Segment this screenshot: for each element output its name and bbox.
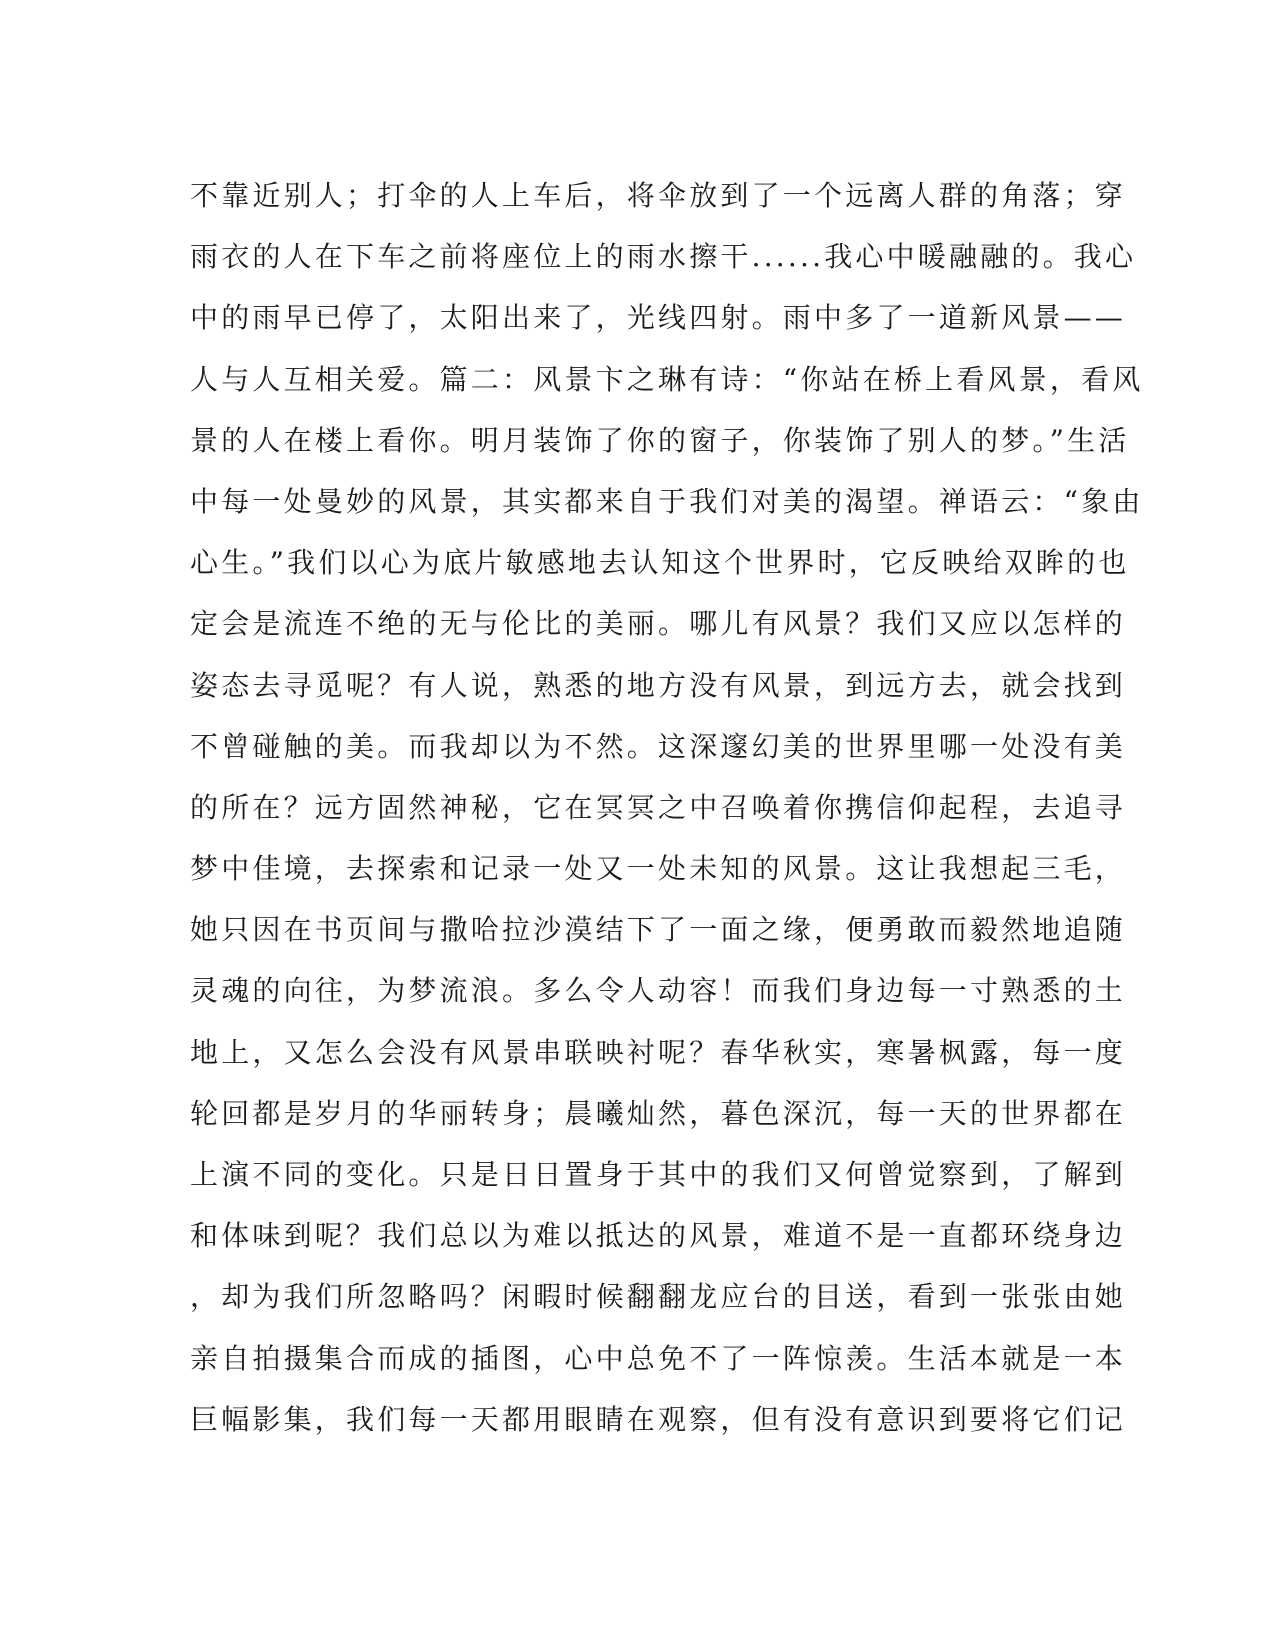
text-line: 和体味到呢？我们总以为难以抵达的风景，难道不是一直都环绕身边: [190, 1219, 1127, 1253]
text-line: 雨衣的人在下车之前将座位上的雨水擦干......我心中暖融融的。我心: [190, 240, 1137, 274]
text-line: ，却为我们所忽略吗？闲暇时候翻翻龙应台的目送，看到一张张由她: [190, 1280, 1127, 1314]
text-line: 上演不同的变化。只是日日置身于其中的我们又何曾觉察到，了解到: [190, 1158, 1127, 1191]
body-text: [190, 165, 1144, 1450]
text-line: 人与人互相关爱。篇二：风景卞之琳有诗：“你站在桥上看风景，看风: [190, 362, 1144, 396]
text-line: 地上，又怎么会没有风景串联映衬呢？春华秋实，寒暑枫露，每一度: [190, 1035, 1127, 1069]
text-line: 姿态去寻觅呢？有人说，熟悉的地方没有风景，到远方去，就会找到: [190, 668, 1127, 702]
text-line: 景的人在楼上看你。明月装饰了你的窗子，你装饰了别人的梦。”生活: [190, 423, 1130, 457]
text-line: 不曾碰触的美。而我却以为不然。这深邃幻美的世界里哪一处没有美: [190, 729, 1127, 763]
text-line: 亲自拍摄集合而成的插图，心中总免不了一阵惊羡。生活本就是一本: [190, 1341, 1127, 1375]
text-line: 梦中佳境，去探索和记录一处又一处未知的风景。这让我想起三毛，: [190, 852, 1127, 886]
text-line: 心生。”我们以心为底片敏感地去认知这个世界时，它反映给双眸的也: [190, 546, 1130, 580]
text-line: 中每一处曼妙的风景，其实都来自于我们对美的渴望。禅语云：“象由: [190, 484, 1144, 518]
text-line: 的所在？远方固然神秘，它在冥冥之中召唤着你携信仰起程，去追寻: [190, 790, 1127, 824]
text-line: 灵魂的向往，为梦流浪。多么令人动容！而我们身边每一寸熟悉的土: [190, 974, 1127, 1008]
text-line: 轮回都是岁月的华丽转身；晨曦灿然，暮色深沉，每一天的世界都在: [190, 1096, 1127, 1130]
text-line: 不靠近别人；打伞的人上车后，将伞放到了一个远离人群的角落；穿: [190, 179, 1127, 212]
text-line: 中的雨早已停了，太阳出来了，光线四射。雨中多了一道新风景——: [190, 301, 1127, 335]
text-line: 她只因在书页间与撒哈拉沙漠结下了一面之缘，便勇敢而毅然地追随: [190, 913, 1127, 947]
text-line: 巨幅影集，我们每一天都用眼睛在观察，但有没有意识到要将它们记: [190, 1402, 1127, 1436]
text-line: 定会是流连不绝的无与伦比的美丽。哪儿有风景？我们又应以怎样的: [190, 607, 1127, 641]
